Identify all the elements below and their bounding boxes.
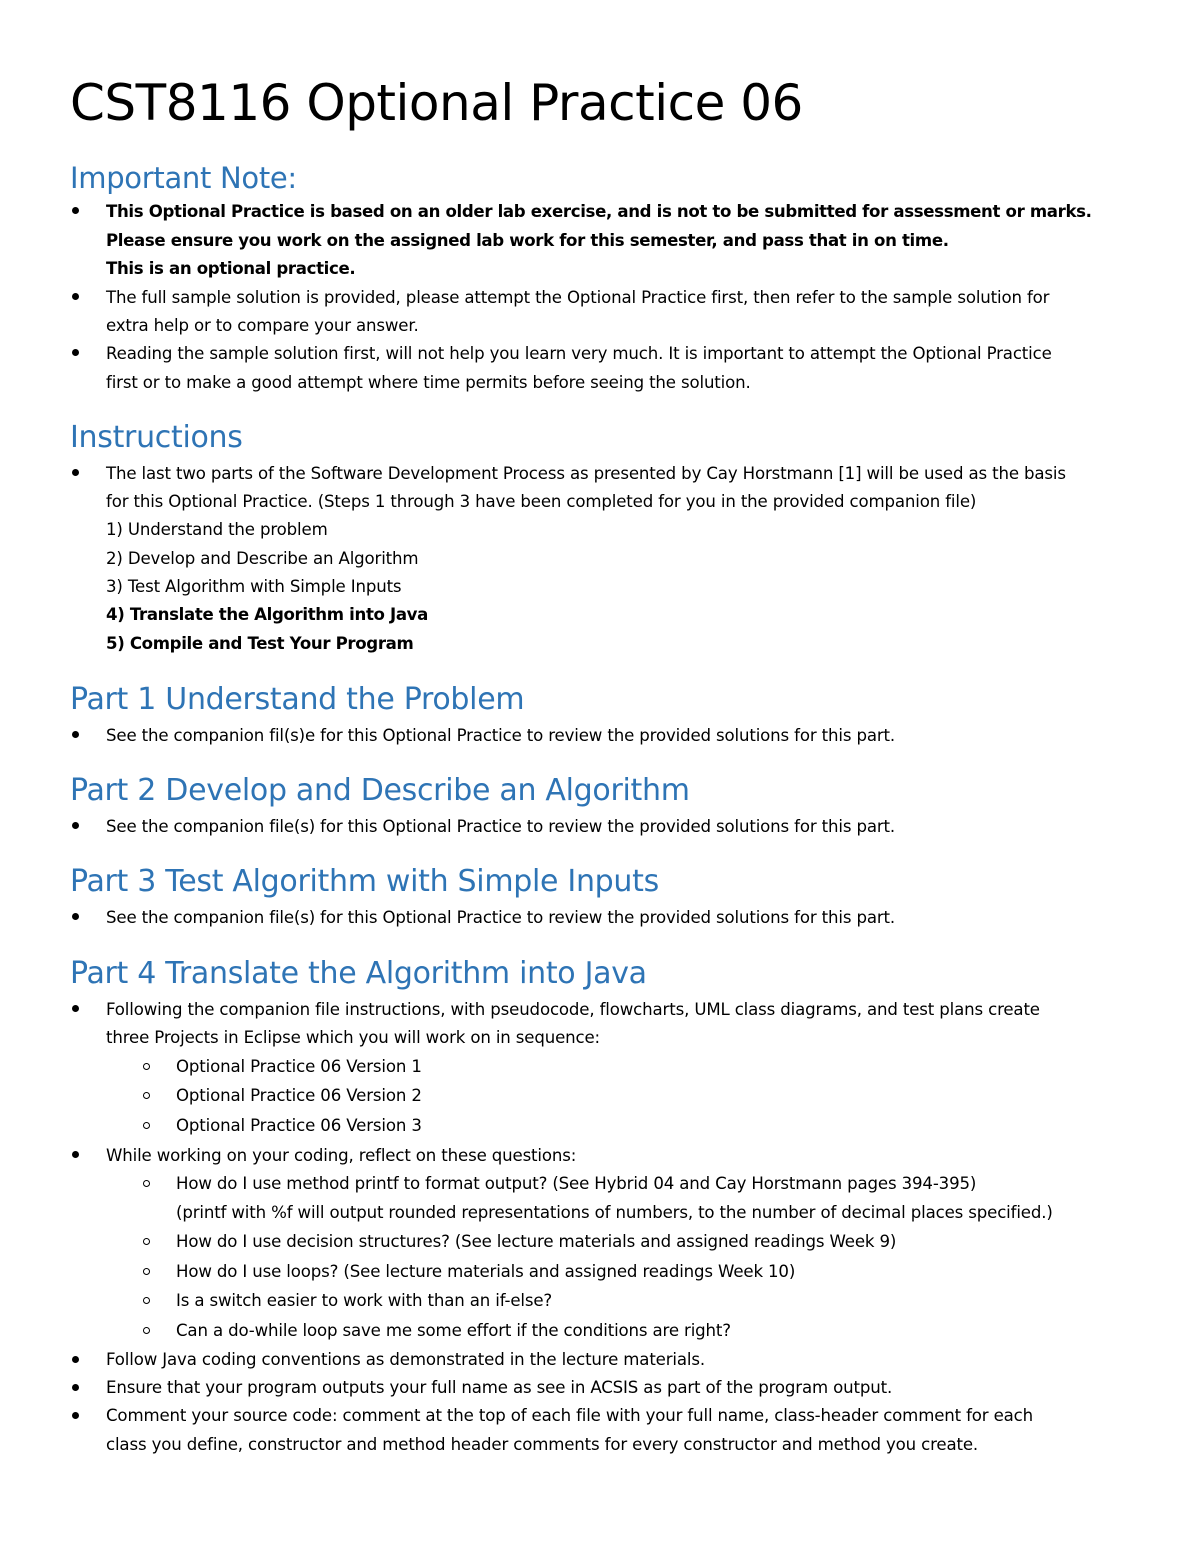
part1-heading: Part 1 Understand the Problem <box>70 682 525 717</box>
part4-line-7: class you define, constructor and method header comments for every constructor and method you create. <box>106 1435 979 1454</box>
bullet-icon <box>72 1384 79 1391</box>
bullet-icon <box>72 822 79 829</box>
bullet-icon <box>72 469 79 476</box>
part4-heading: Part 4 Translate the Algorithm into Java <box>70 956 647 991</box>
circle-bullet-icon <box>143 1122 150 1129</box>
step-3: 3) Test Algorithm with Simple Inputs <box>106 577 402 596</box>
part2-line-1: See the companion file(s) for this Optional Practice to review the provided solutions for this part. <box>106 817 896 836</box>
part4-line-1: Following the companion file instructions, with pseudocode, flowcharts, UML class diagrams, and test plans create <box>106 1000 1040 1019</box>
part4-line-6: Comment your source code: comment at the top of each file with your full name, class-header comment for each <box>106 1406 1034 1425</box>
version-1: Optional Practice 06 Version 1 <box>176 1057 422 1076</box>
bullet-icon <box>72 1151 79 1158</box>
circle-bullet-icon <box>143 1063 150 1070</box>
version-2: Optional Practice 06 Version 2 <box>176 1086 422 1105</box>
instructions-heading: Instructions <box>70 420 243 455</box>
step-1: 1) Understand the problem <box>106 520 328 539</box>
question-4: Is a switch easier to work with than an if-else? <box>176 1291 553 1310</box>
circle-bullet-icon <box>143 1092 150 1099</box>
part3-heading: Part 3 Test Algorithm with Simple Inputs <box>70 864 659 899</box>
document-title: CST8116 Optional Practice 06 <box>70 74 803 132</box>
step-2: 2) Develop and Describe an Algorithm <box>106 549 419 568</box>
part1-line-1: See the companion fil(s)e for this Optional Practice to review the provided solutions for this part. <box>106 726 896 745</box>
question-1: How do I use method printf to format output? (See Hybrid 04 and Cay Horstmann pages 394-395) <box>176 1174 977 1193</box>
question-3: How do I use loops? (See lecture materials and assigned readings Week 10) <box>176 1262 796 1281</box>
instructions-line-2: for this Optional Practice. (Steps 1 through 3 have been completed for you in the provided companion file) <box>106 492 977 511</box>
part4-line-2: three Projects in Eclipse which you will work on in sequence: <box>106 1028 600 1047</box>
question-2: How do I use decision structures? (See lecture materials and assigned readings Week 9) <box>176 1232 897 1251</box>
bullet-icon <box>72 913 79 920</box>
bullet-icon <box>72 349 79 356</box>
part4-line-5: Ensure that your program outputs your full name as see in ACSIS as part of the program output. <box>106 1378 893 1397</box>
bullet-icon <box>72 1412 79 1419</box>
bullet-icon <box>72 207 79 214</box>
circle-bullet-icon <box>143 1238 150 1245</box>
important-line-1: This Optional Practice is based on an older lab exercise, and is not to be submitted for assessment or marks. <box>106 202 1092 221</box>
question-1-note: (printf with %f will output rounded representations of numbers, to the number of decimal places specified.) <box>176 1203 1053 1222</box>
important-line-7: first or to make a good attempt where time permits before seeing the solution. <box>106 373 751 392</box>
bullet-icon <box>72 731 79 738</box>
version-3: Optional Practice 06 Version 3 <box>176 1116 422 1135</box>
important-line-5: extra help or to compare your answer. <box>106 316 419 335</box>
instructions-line-1: The last two parts of the Software Development Process as presented by Cay Horstmann [1] will be used as the basis <box>106 464 1066 483</box>
circle-bullet-icon <box>143 1327 150 1334</box>
important-line-4: The full sample solution is provided, please attempt the Optional Practice first, then refer to the sample solution for <box>106 288 1050 307</box>
part4-line-3: While working on your coding, reflect on these questions: <box>106 1146 577 1165</box>
bullet-icon <box>72 1356 79 1363</box>
circle-bullet-icon <box>143 1268 150 1275</box>
circle-bullet-icon <box>143 1297 150 1304</box>
step-4: 4) Translate the Algorithm into Java <box>106 605 428 624</box>
important-line-3: This is an optional practice. <box>106 259 356 278</box>
step-5: 5) Compile and Test Your Program <box>106 634 414 653</box>
question-5: Can a do-while loop save me some effort if the conditions are right? <box>176 1321 731 1340</box>
bullet-icon <box>72 1005 79 1012</box>
part2-heading: Part 2 Develop and Describe an Algorithm <box>70 773 690 808</box>
circle-bullet-icon <box>143 1180 150 1187</box>
part4-line-4: Follow Java coding conventions as demonstrated in the lecture materials. <box>106 1350 705 1369</box>
important-line-2: Please ensure you work on the assigned lab work for this semester, and pass that in on time. <box>106 231 949 250</box>
important-line-6: Reading the sample solution first, will not help you learn very much. It is important to attempt the Optional Practice <box>106 344 1052 363</box>
important-note-heading: Important Note: <box>70 161 297 195</box>
part3-line-1: See the companion file(s) for this Optional Practice to review the provided solutions for this part. <box>106 908 896 927</box>
bullet-icon <box>72 293 79 300</box>
